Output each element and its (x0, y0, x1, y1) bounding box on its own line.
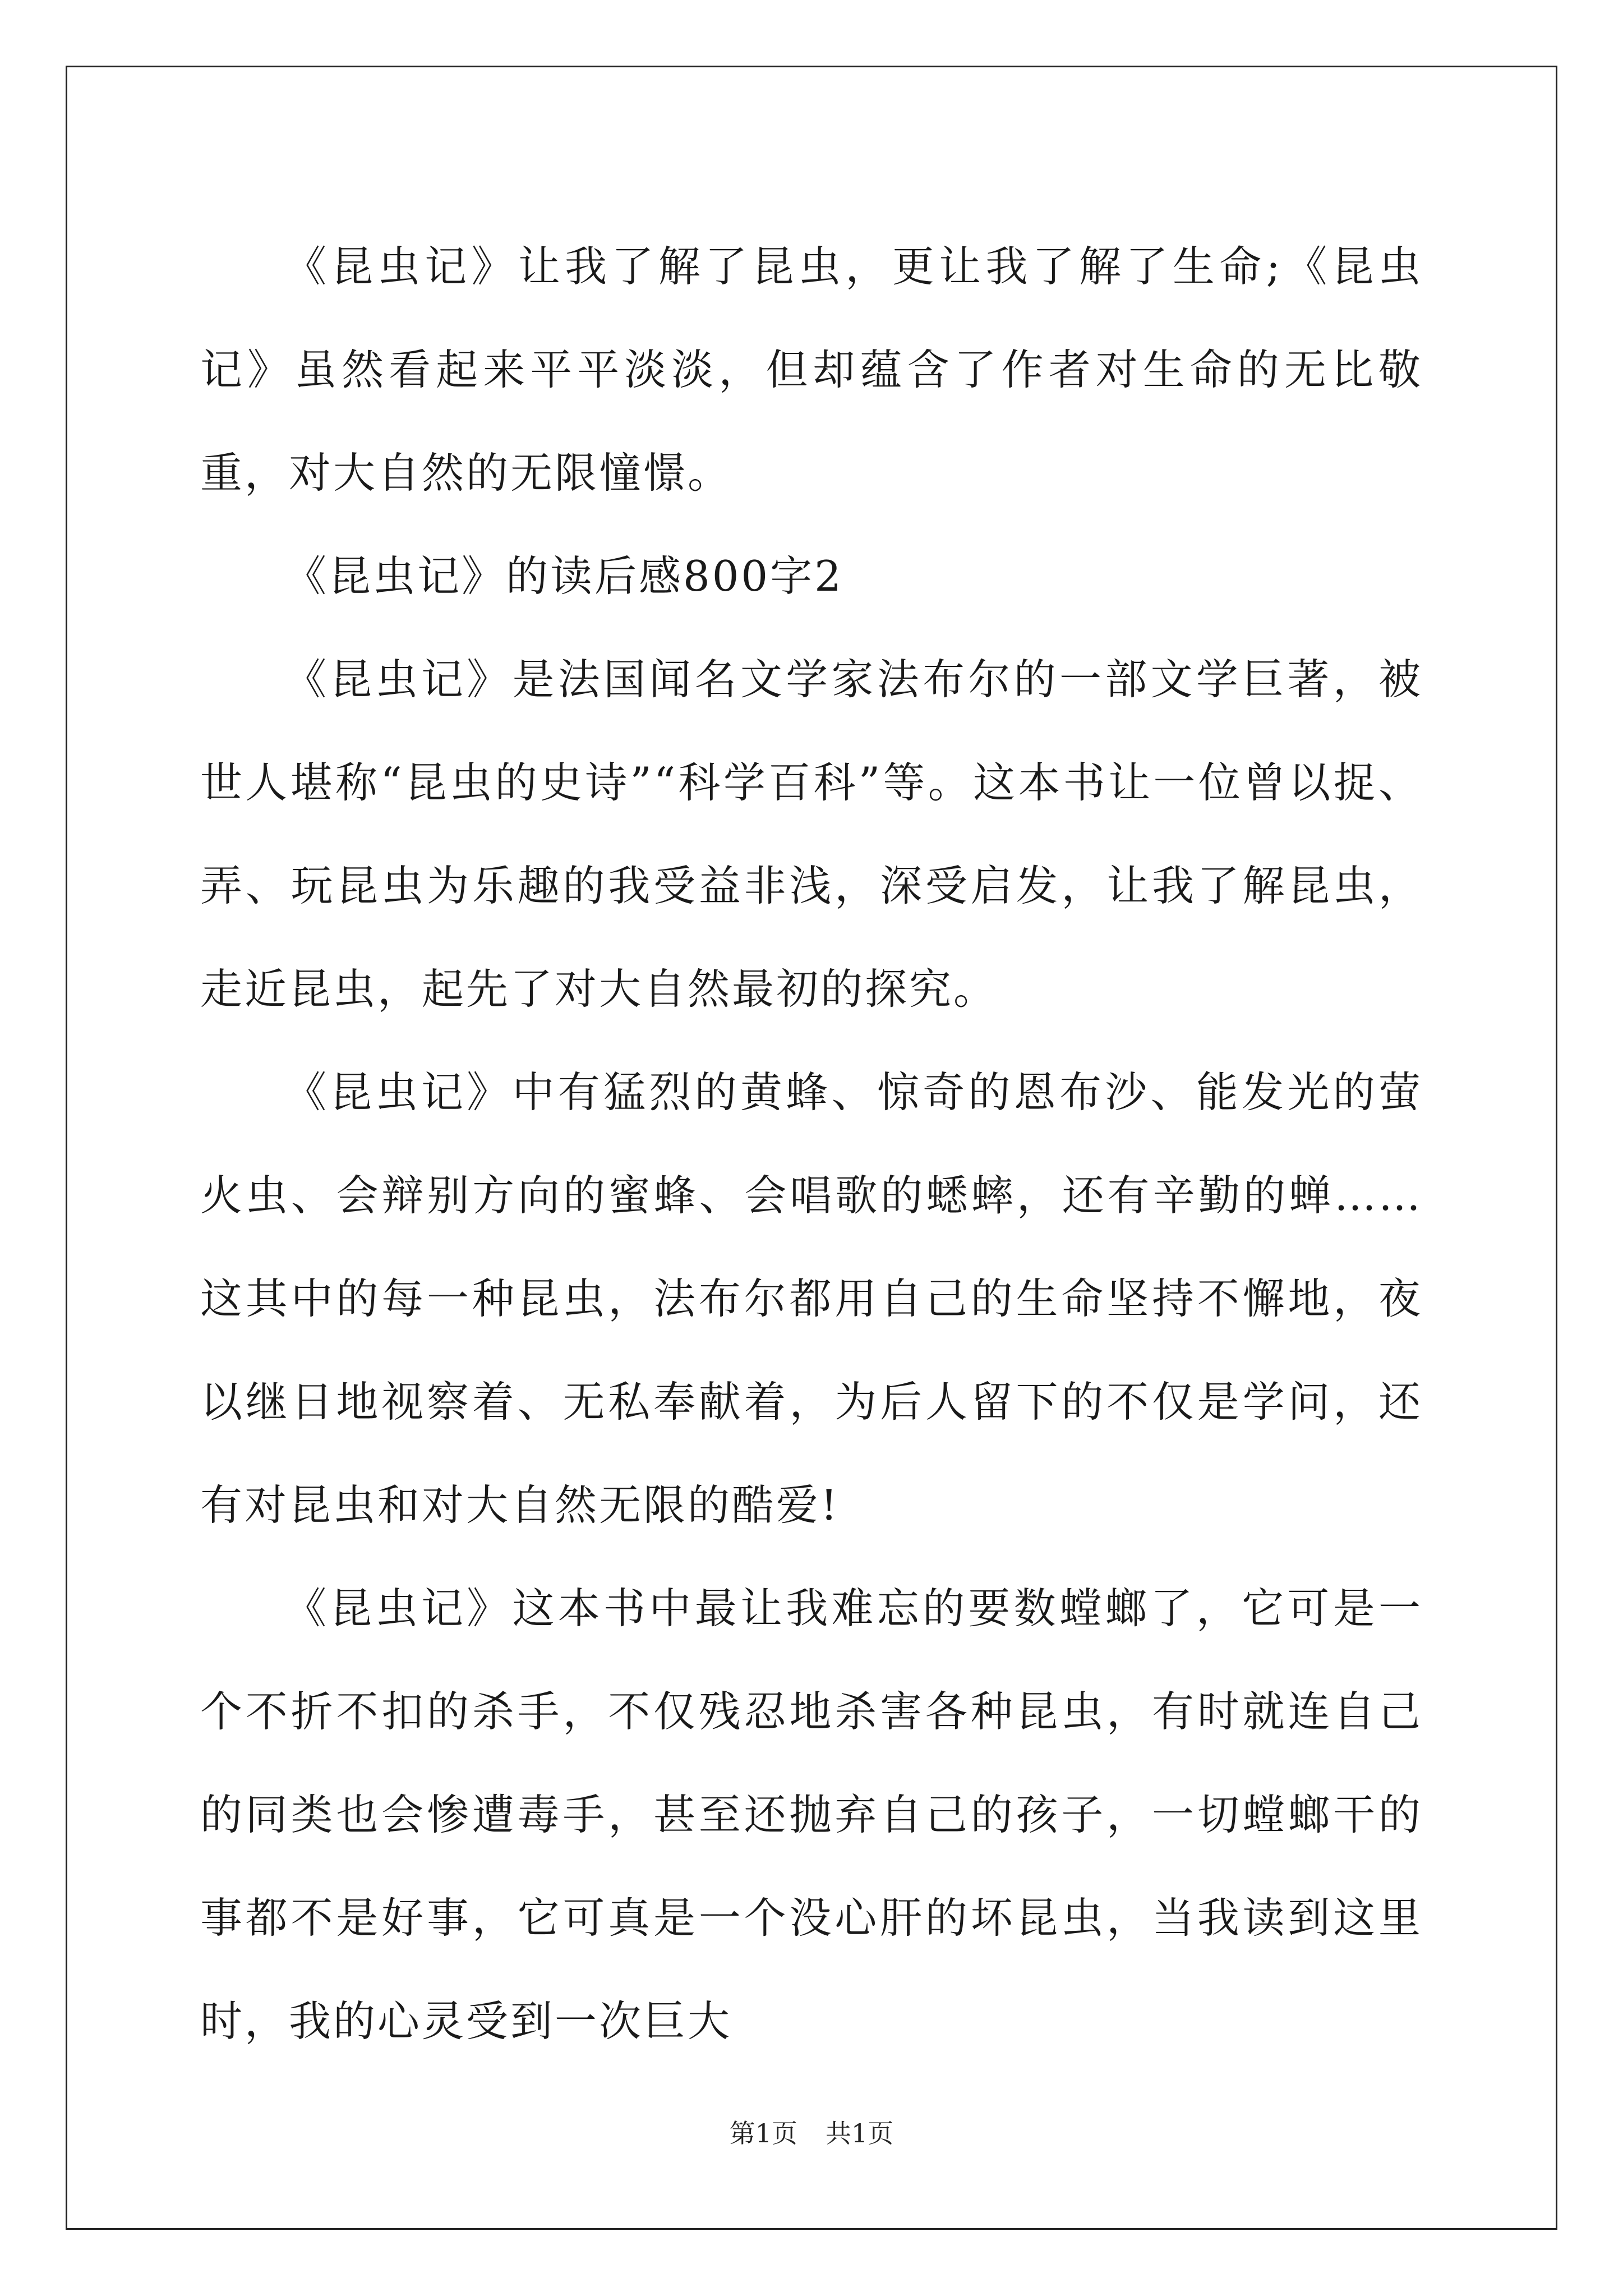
paragraph-5: 《昆虫记》这本书中最让我难忘的要数螳螂了，它可是一个不折不扣的杀手，不仅残忍地杀害各种昆虫，有时就连自己的同类也会惨遭毒手，甚至还抛弃自己的孩子，一切螳螂干的事都不是好事，它可真是一个没心肝的坏昆虫，当我读到这里时，我的心灵受到一次巨大 (200, 1584, 1423, 2046)
document-body (200, 215, 1423, 2073)
page-number-current: 第1页 (729, 2118, 797, 2148)
paragraph-3: 《昆虫记》是法国闻名文学家法布尔的一部文学巨著，被世人堪称“昆虫的史诗”“科学百科”等。这本书让一位曾以捉、弄、玩昆虫为乐趣的我受益非浅，深受启发，让我了解昆虫，走近昆虫，起先了对大自然最初的探究。 (200, 655, 1423, 1014)
paragraph-2-heading: 《昆虫记》的读后感800字2 (284, 551, 843, 601)
page-number-total: 共1页 (826, 2118, 894, 2148)
paragraph-1: 《昆虫记》让我了解了昆虫，更让我了解了生命;《昆虫记》虽然看起来平平淡淡，但却蕴含了作者对生命的无比敬重，对大自然的无限憧憬。 (200, 242, 1423, 498)
page-footer (0, 2116, 1623, 2150)
paragraph-4: 《昆虫记》中有猛烈的黄蜂、惊奇的恩布沙、能发光的萤火虫、会辩别方向的蜜蜂、会唱歌的蟋蟀，还有辛勤的蝉……这其中的每一种昆虫，法布尔都用自己的生命坚持不懈地，夜以继日地视察着、无私奉献着，为后人留下的不仅是学问，还有对昆虫和对大自然无限的酷爱! (200, 1068, 1423, 1530)
